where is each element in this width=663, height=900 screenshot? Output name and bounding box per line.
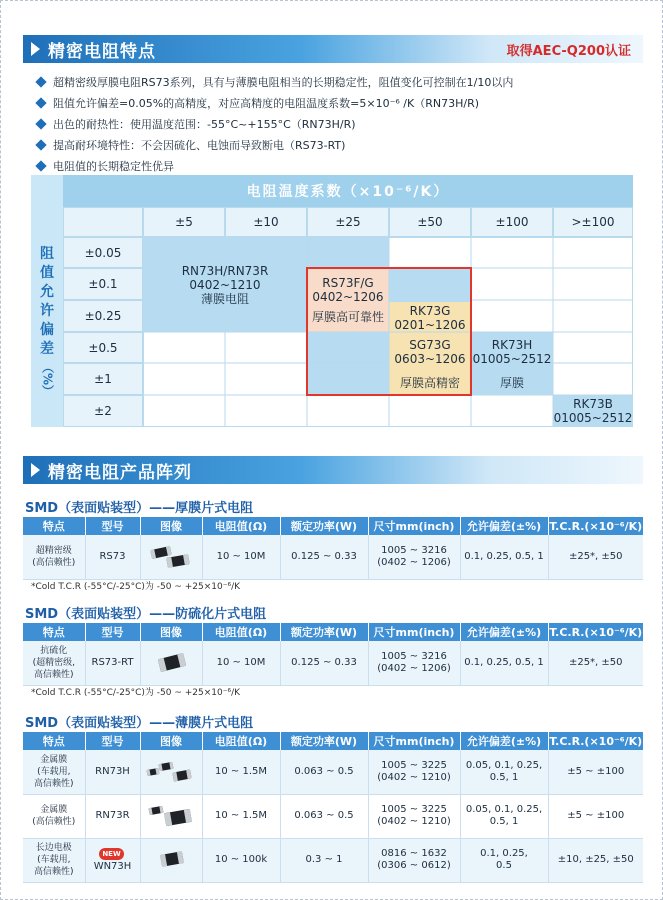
feature-text: 电阻值的长期稳定性优异 xyxy=(53,159,174,173)
diamond-bullet-icon xyxy=(35,160,46,171)
matrix-top-header: 电阻温度系数（×10⁻⁶/K） xyxy=(63,175,633,207)
section-features-header xyxy=(23,35,643,63)
table-title: SMD（表面贴装型）——薄膜片式电阻 xyxy=(25,716,254,731)
tol-row-header: ±0.05 xyxy=(63,237,143,268)
col-header: 尺寸mm(inch) xyxy=(368,732,460,750)
col-header: 图像 xyxy=(140,517,202,535)
col-header: 图像 xyxy=(140,623,202,641)
table-row: 金属膜 (车载用, 高信赖性) RN73H 10 ~ 1.5M 0.063 ~ 0.5 1005 ~ 3225 (0402 ~ 1210) 0.05, 0.1, 0.25, 0.5, 1 ±5 ~ ±100 xyxy=(23,750,643,794)
region-rn73: RN73H/RN73R 0402~1210 薄膜电阻 xyxy=(143,237,307,332)
col-header: T.C.R.(×10⁻⁶/K) xyxy=(548,732,643,750)
col-header: 额定功率(W) xyxy=(280,623,368,641)
aec-q200-badge: 取得AEC-Q200认证 xyxy=(506,44,631,59)
col-header: 尺寸mm(inch) xyxy=(368,623,460,641)
tcr-col-header: >±100 xyxy=(553,207,633,237)
col-header: 特点 xyxy=(23,517,85,535)
section-title: 精密电阻产品阵列 xyxy=(48,462,192,483)
col-header: 电阻值(Ω) xyxy=(202,623,280,641)
col-header: 电阻值(Ω) xyxy=(202,517,280,535)
col-header: 型号 xyxy=(85,623,140,641)
tcr-col-header: ±100 xyxy=(471,207,553,237)
tcr-col-header: ±5 xyxy=(143,207,225,237)
diamond-bullet-icon xyxy=(35,76,46,87)
feature-list xyxy=(37,71,637,176)
feature-item xyxy=(37,155,637,176)
tcr-col-header: ±25 xyxy=(307,207,389,237)
tcr-col-header: ±50 xyxy=(389,207,471,237)
triangle-arrow-icon xyxy=(31,42,40,56)
col-header: 电阻值(Ω) xyxy=(202,732,280,750)
region-rk73b: RK73B 01005~2512 xyxy=(553,397,633,425)
new-badge: NEW xyxy=(99,848,123,860)
matrix-side-label: 阻 值 允 许 偏 差 （%） xyxy=(40,246,55,398)
resistor-chip-image xyxy=(140,641,202,685)
feature-text: 超精密级厚膜电阻RS73系列，具有与薄膜电阻相当的长期稳定性，阻值变化可控制在1/10以内 xyxy=(53,75,514,89)
tol-row-header: ±0.1 xyxy=(63,268,143,300)
table-row: 超精密级 (高信赖性) RS73 10 ~ 10M 0.125 ~ 0.33 1005 ~ 3216 (0402 ~ 1206) 0.1, 0.25, 0.5, 1 ±25*, ±50 xyxy=(23,535,643,579)
footnote: *Cold T.C.R (-55°C/-25°C)为 -50 ~ +25×10⁻⁶/K xyxy=(31,582,241,592)
feature-item xyxy=(37,92,637,113)
resistor-chip-image xyxy=(140,794,202,838)
col-header: 尺寸mm(inch) xyxy=(368,517,460,535)
highlight-box xyxy=(306,267,472,396)
tol-row-header: ±0.5 xyxy=(63,332,143,363)
table-row: 金属膜 (高信赖性) RN73R 10 ~ 1.5M 0.063 ~ 0.5 1005 ~ 3225 (0402 ~ 1210) 0.05, 0.1, 0.25, 0.5, 1 ±5 ~ ±100 xyxy=(23,794,643,838)
feature-text: 提高耐环境特性：不会因硫化、电蚀而导致断电（RS73-RT) xyxy=(53,138,346,152)
resistor-chip-image xyxy=(140,838,202,882)
tcr-tolerance-matrix xyxy=(31,175,633,427)
thick-film-table xyxy=(23,517,643,580)
table-row: 抗硫化 (超精密级, 高信赖性) RS73-RT 10 ~ 10M 0.125 ~ 0.33 1005 ~ 3216 (0402 ~ 1206) 0.1, 0.25, 0.5, 1 ±25*, ±50 xyxy=(23,641,643,685)
tol-row-header: ±0.25 xyxy=(63,300,143,332)
feature-item xyxy=(37,134,637,155)
feature-text: 阻值允许偏差=0.05%的高精度，对应高精度的电阻温度系数=5×10⁻⁶ /K（RN73H/R) xyxy=(53,96,480,110)
resistor-chip-image xyxy=(140,535,202,579)
feature-text: 出色的耐热性：使用温度范围：-55°C~+155°C（RN73H/R) xyxy=(53,117,356,131)
tol-row-header: ±1 xyxy=(63,363,143,395)
col-header: 允许偏差(±%) xyxy=(460,623,548,641)
thin-film-table xyxy=(23,732,643,883)
region-rk73g: RK73G 0201~1206 xyxy=(389,302,471,334)
region-rs73: RS73F/G 0402~1206 厚膜高可靠性 xyxy=(307,268,389,332)
tol-row-header: ±2 xyxy=(63,395,143,427)
col-header: 型号 xyxy=(85,732,140,750)
table-row: 长边电极 (车载用, 高信赖性) NEWWN73H 10 ~ 100k 0.3 ~ 1 0816 ~ 1632 (0306 ~ 0612) 0.1, 0.25, 0.5 ±10, ±25, ±50 xyxy=(23,838,643,882)
feature-item xyxy=(37,113,637,134)
col-header: 允许偏差(±%) xyxy=(460,732,548,750)
diamond-bullet-icon xyxy=(35,139,46,150)
section-title: 精密电阻特点 xyxy=(48,41,156,62)
resistor-chip-image xyxy=(140,750,202,794)
region-sg73g: SG73G 0603~1206 厚膜高精密 xyxy=(389,332,471,395)
diamond-bullet-icon xyxy=(35,97,46,108)
col-header: 额定功率(W) xyxy=(280,732,368,750)
region-rk73h: RK73H 01005~2512 厚膜 xyxy=(471,332,553,395)
col-header: 额定功率(W) xyxy=(280,517,368,535)
col-header: 特点 xyxy=(23,623,85,641)
feature-item xyxy=(37,71,637,92)
col-header: T.C.R.(×10⁻⁶/K) xyxy=(548,623,643,641)
triangle-arrow-icon xyxy=(31,463,40,477)
table-title: SMD（表面贴装型）——防硫化片式电阻 xyxy=(25,607,267,622)
col-header: 允许偏差(±%) xyxy=(460,517,548,535)
col-header: 图像 xyxy=(140,732,202,750)
col-header: 型号 xyxy=(85,517,140,535)
anti-sulfur-table xyxy=(23,623,643,686)
col-header: T.C.R.(×10⁻⁶/K) xyxy=(548,517,643,535)
diamond-bullet-icon xyxy=(35,118,46,129)
section-products-header xyxy=(23,456,643,484)
tcr-col-header: ±10 xyxy=(225,207,307,237)
col-header: 特点 xyxy=(23,732,85,750)
matrix-grid xyxy=(63,207,633,427)
footnote: *Cold T.C.R (-55°C/-25°C)为 -50 ~ +25×10⁻⁶/K xyxy=(31,688,241,698)
table-title: SMD（表面贴装型）——厚膜片式电阻 xyxy=(25,501,254,516)
